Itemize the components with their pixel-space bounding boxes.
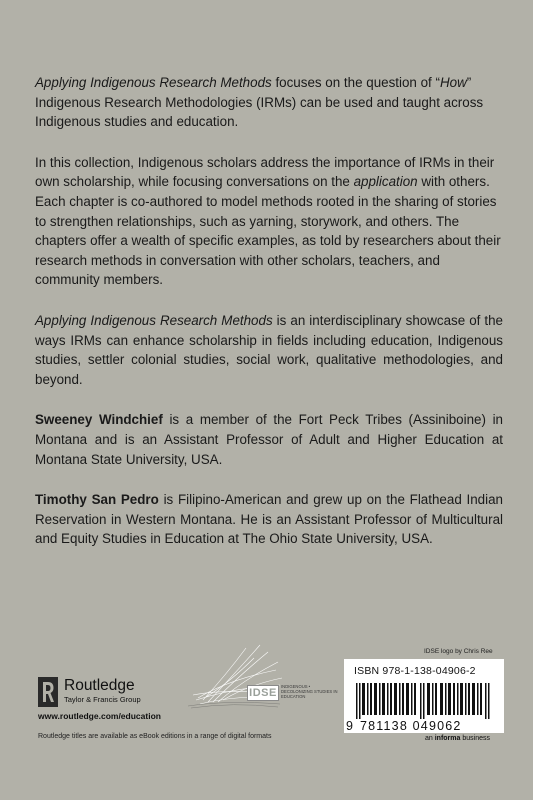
publisher-group: Taylor & Francis Group bbox=[64, 695, 141, 704]
author-bio-windchief: Sweeney Windchief is a member of the Fort Peck Tribes (Assiniboine) in Montana and is an Assistant Professor of Adult and Higher Education at Montana State University, USA. bbox=[35, 412, 504, 467]
publisher-name: Routledge bbox=[64, 677, 135, 694]
isbn-label: ISBN 978-1-138-04906-2 bbox=[354, 665, 476, 677]
routledge-logo-icon bbox=[38, 677, 58, 707]
ebook-notice: Routledge titles are available as eBook editions in a range of digital formats bbox=[38, 733, 272, 740]
idse-logo: IDSE bbox=[247, 685, 279, 701]
paragraph-showcase: Applying Indigenous Research Methods is an interdisciplinary showcase of the ways IRMs can enhance scholarship in fields including education, Indigenous studies, settler colonial studies, social work, qualitative methodologies, and beyond. bbox=[35, 312, 504, 387]
publisher-url[interactable]: www.routledge.com/education bbox=[38, 711, 161, 721]
idse-subtitle: INDIGENOUS • DECOLONIZING STUDIES IN EDUCATION bbox=[281, 684, 338, 699]
logo-credit: IDSE logo by Chris Ree bbox=[424, 648, 493, 655]
barcode-bars bbox=[356, 683, 496, 719]
informa-business-label: an informa business bbox=[425, 735, 490, 742]
author-bio-san-pedro: Timothy San Pedro is Filipino-American and grew up on the Flathead Indian Reservation in Western Montana. He is an Assistant Professor of Multicultural and Equity Studies in Education at The Ohio State University, USA. bbox=[35, 492, 503, 547]
paragraph-summary: Applying Indigenous Research Methods focuses on the question of “How” Indigenous Research Methodologies (IRMs) can be used and taught across Indigenous studies and education. bbox=[35, 75, 484, 130]
isbn-barcode: ISBN 978-1-138-04906-2 9 781138 049062 bbox=[344, 659, 504, 733]
back-cover-blurb bbox=[35, 73, 503, 570]
paragraph-collection: In this collection, Indigenous scholars address the importance of IRMs in their own scholarship, while focusing conversations on the application with others. Each chapter is co-authored to model methods rooted in the sharing of stories to strengthen relationships, such as yarning, storywork, and others. The chapters offer a wealth of specific examples, as told by researchers about their research methods in conversation with other scholars, teachers, and community members. bbox=[35, 154, 501, 288]
